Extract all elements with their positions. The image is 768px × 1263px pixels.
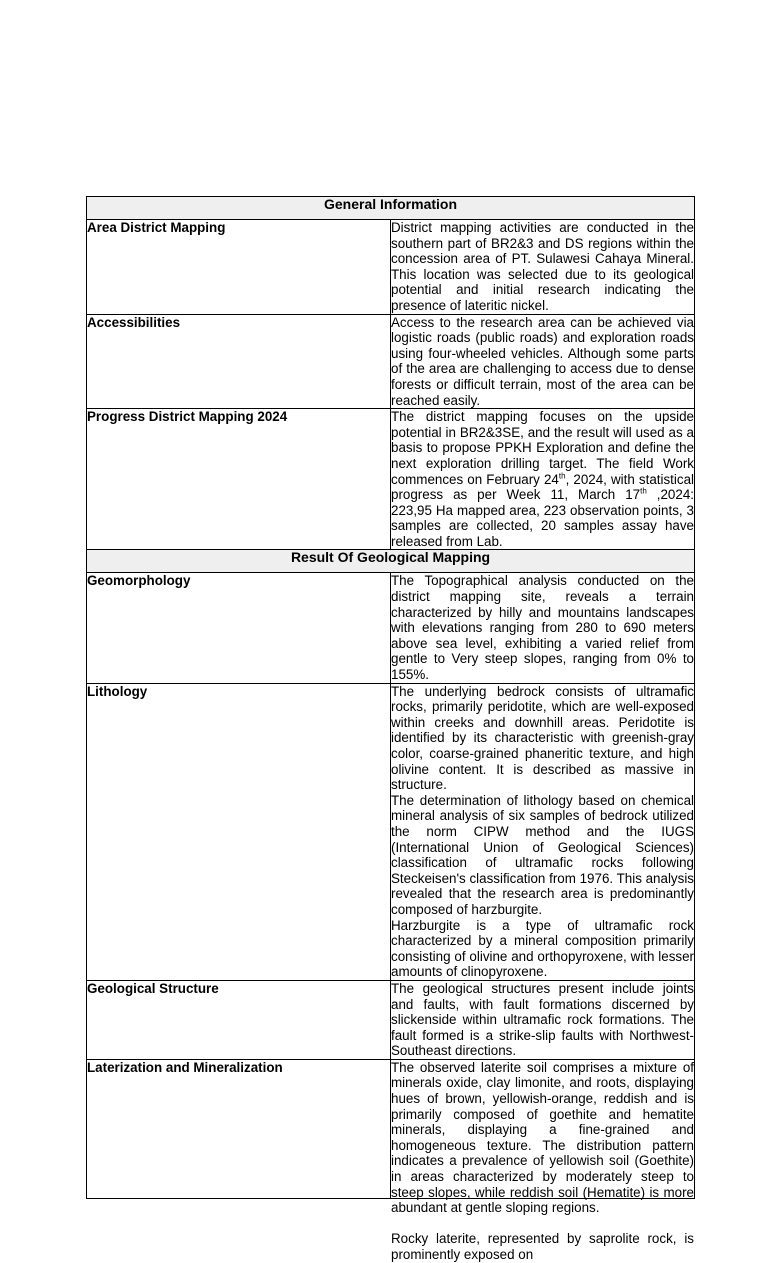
lithology-label: Lithology (87, 683, 391, 980)
accessibilities-text: Access to the research area can be achieved via logistic roads (public roads) and exploration roads using four-wheeled vehicles. Although some parts of the area are challenging to access due to dense forests or difficult terrain, most of the area can be reached easily. (391, 314, 694, 408)
table-row (87, 1059, 695, 1198)
progress-label: Progress District Mapping 2024 (87, 409, 391, 550)
geological-structure-text: The geological structures present include joints and faults, with fault formations discerned by slickenside within ultramafic rock formations. The fault formed is a strike-slip faults with Northwest-Southeast directions. (391, 980, 694, 1059)
laterization-label: Laterization and Mineralization (87, 1059, 391, 1198)
lithology-text (391, 683, 695, 980)
table-row (87, 220, 695, 315)
lithology-paragraph: The determination of lithology based on chemical mineral analysis of six samples of bedrock utilized the norm CIPW method and the IUGS (International Union of Geological Sciences) classification of ultramafic rocks following Steckeisen's classification from 1976. This analysis revealed that the research area is predominantly composed of harzburgite. (391, 792, 694, 917)
progress-text: The district mapping focuses on the upside potential in BR2&3SE, and the result will used as a basis to propose PPKH Exploration and define the next exploration drilling target. The field Work commences on February 24th, 2024, with statistical progress as per Week 11, March 17th ,2024: 223,95 Ha mapped area, 223 observation points, 3 samples are collected, 20 samples assay have released from Lab. (391, 409, 694, 549)
accessibilities-label: Accessibilities (87, 314, 391, 409)
area-district-mapping-text: District mapping activities are conducted in the southern part of BR2&3 and DS regions within the concession area of PT. Sulawesi Cahaya Mineral. This location was selected due to its geological potential and initial research indicating the presence of lateritic nickel. (391, 220, 694, 313)
laterization-paragraph: Rocky laterite, represented by saprolite rock, is prominently exposed on (391, 1231, 694, 1262)
result-of-geological-mapping-heading: Result Of Geological Mapping (87, 550, 695, 573)
lithology-paragraph: Harzburgite is a type of ultramafic rock characterized by a mineral composition primarily consisting of olivine and orthopyroxene, with lesser amounts of clinopyroxene. (391, 917, 694, 980)
table-row (87, 573, 695, 683)
general-information-heading: General Information (87, 197, 695, 220)
geomorphology-text: The Topographical analysis conducted on the district mapping site, reveals a terrain characterized by hilly and mountains landscapes with elevations ranging from 280 to 690 meters above sea level, exhibiting a varied relief from gentle to Very steep slopes, ranging from 0% to 155%. (391, 573, 694, 683)
table-row (87, 409, 695, 550)
area-district-mapping-label: Area District Mapping (87, 220, 391, 315)
geological-structure-label: Geological Structure (87, 980, 391, 1059)
table-row (87, 314, 695, 409)
lithology-paragraph: The underlying bedrock consists of ultramafic rocks, primarily peridotite, which are well-exposed within creeks and downhill areas. Peridotite is identified by its characteristic with greenish-gray color, coarse-grained phaneritic texture, and high olivine content. It is described as massive in structure. (391, 683, 694, 793)
table-row (87, 980, 695, 1059)
laterization-text (391, 1059, 695, 1262)
table-row (87, 683, 695, 980)
laterization-paragraph: The observed laterite soil comprises a mixture of minerals oxide, clay limonite, and roots, displaying hues of brown, yellowish-orange, reddish and is primarily composed of goethite and hematite minerals, displaying a fine-grained and homogeneous texture. The distribution pattern indicates a prevalence of yellowish soil (Goethite) in areas characterized by moderately steep to steep slopes, while reddish soil (Hematite) is more abundant at gentle sloping regions. (391, 1059, 694, 1216)
general-information-table (86, 196, 695, 1262)
geomorphology-label: Geomorphology (87, 573, 391, 683)
